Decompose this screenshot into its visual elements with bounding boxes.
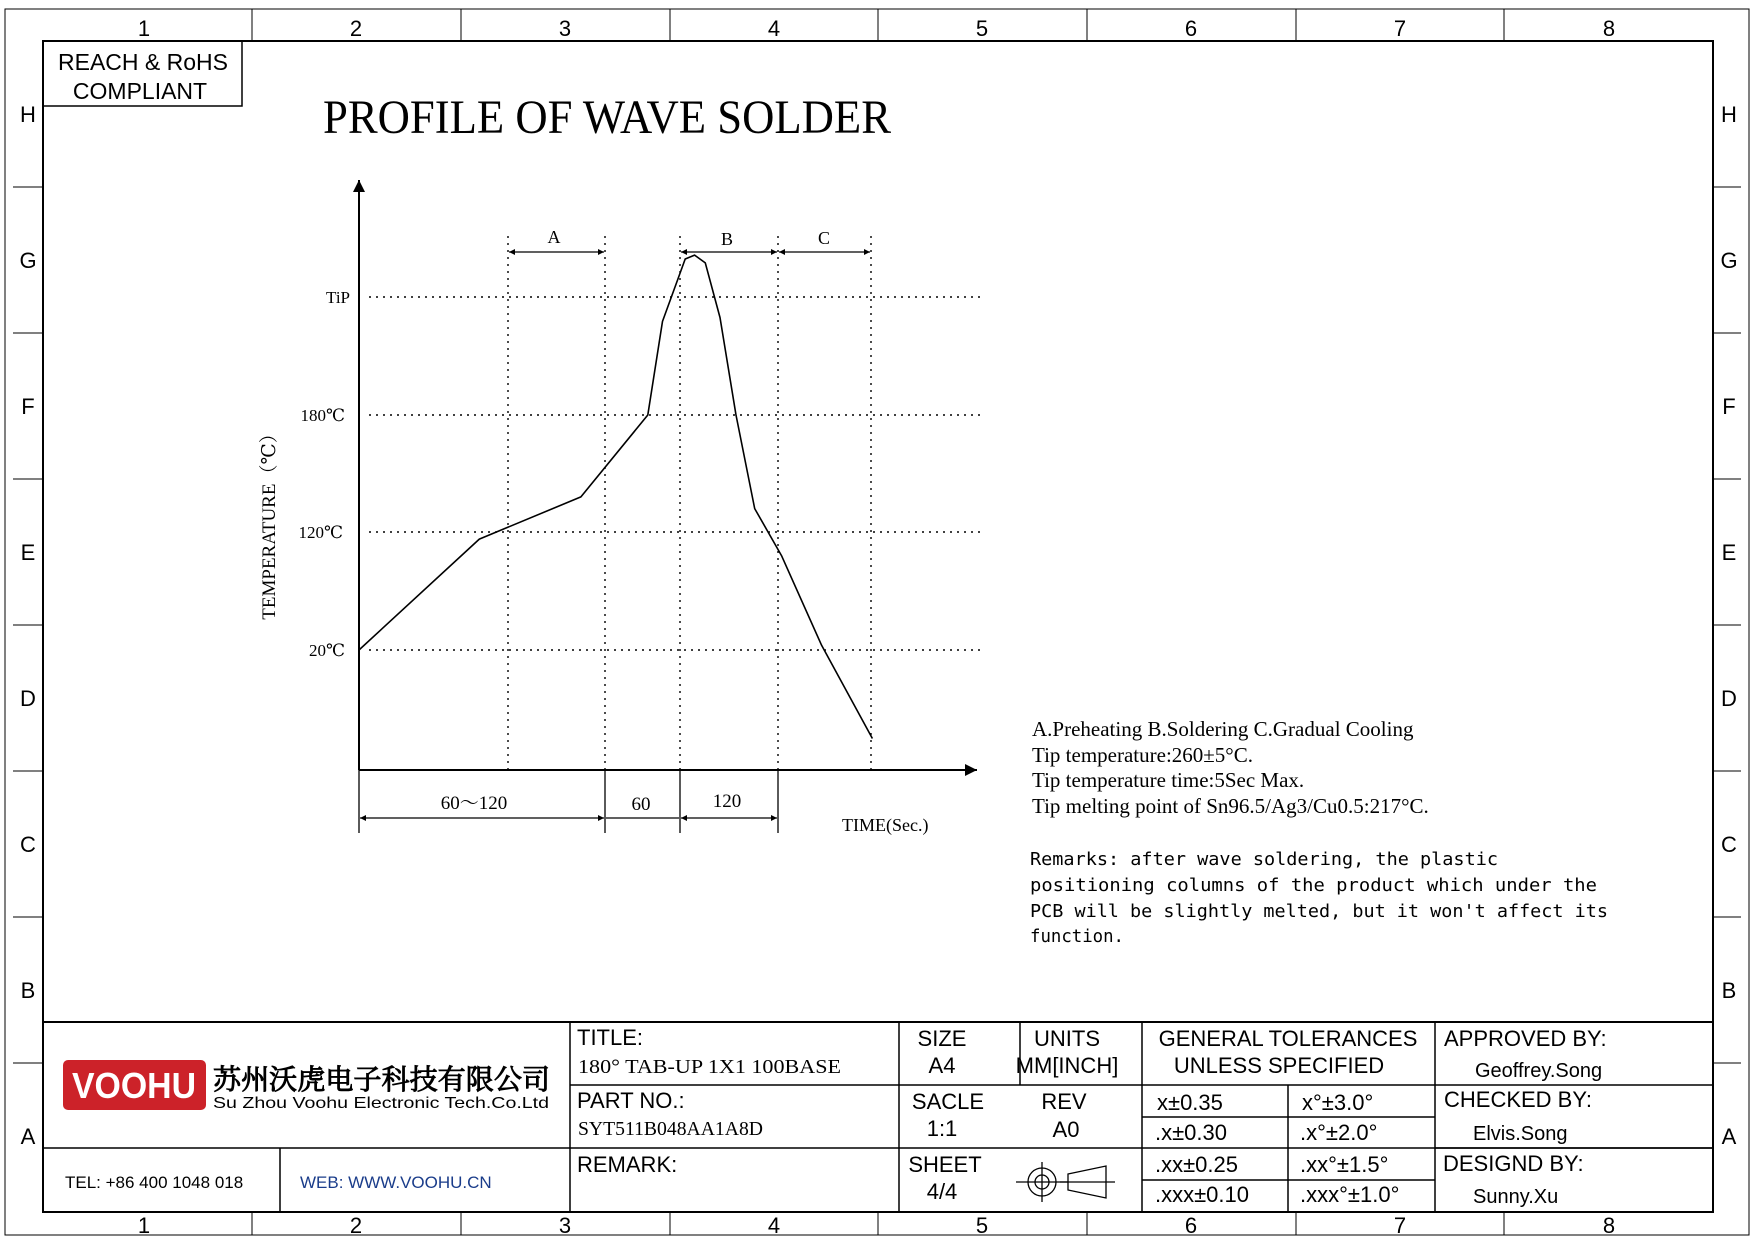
tolerance-linear: .xx±0.25	[1155, 1152, 1239, 1177]
remarks-line-4: function.	[1030, 926, 1124, 947]
checked-by-label: CHECKED BY:	[1444, 1087, 1592, 1112]
tolerance-angular: x°±3.0°	[1302, 1090, 1374, 1115]
time-segment-label: 60	[631, 794, 651, 815]
col-label-top: 8	[1602, 16, 1616, 41]
row-label-right: A	[1721, 1124, 1737, 1149]
remark-label: REMARK:	[577, 1152, 678, 1177]
tolerance-linear: x±0.35	[1157, 1090, 1223, 1115]
wave-solder-profile-chart	[258, 180, 982, 836]
col-label-bottom: 3	[558, 1213, 572, 1238]
units-value: MM[INCH]	[1015, 1053, 1119, 1078]
col-label-bottom: 6	[1184, 1213, 1198, 1238]
tolerance-linear: .x±0.30	[1155, 1120, 1228, 1145]
designed-by-label: DESIGND BY:	[1443, 1151, 1584, 1176]
row-label-right: F	[1722, 394, 1736, 419]
remarks-line-3: PCB will be slightly melted, but it won't affect its	[1030, 901, 1608, 922]
compliance-line-2: COMPLIANT	[72, 78, 208, 104]
time-segment-label: 60～120	[440, 793, 508, 814]
sheet-label: SHEET	[908, 1152, 982, 1177]
col-label-top: 7	[1393, 16, 1407, 41]
y-axis-title: TEMPERATURE（℃）	[259, 424, 280, 620]
col-label-bottom: 4	[767, 1213, 781, 1238]
y-tick-label: TiP	[326, 288, 350, 307]
third-angle-projection-icon	[1016, 1162, 1115, 1202]
y-tick-label: 120℃	[298, 523, 343, 542]
row-label-left: C	[20, 832, 36, 857]
notes-line-4: Tip melting point of Sn96.5/Ag3/Cu0.5:217°C.	[1032, 794, 1429, 818]
x-axis-title: TIME(Sec.)	[842, 815, 929, 835]
company-name-en: Su Zhou Voohu Electronic Tech.Co.Ltd	[213, 1095, 549, 1112]
approved-by-label: APPROVED BY:	[1444, 1026, 1607, 1051]
tolerance-header-2: UNLESS SPECIFIED	[1173, 1053, 1385, 1078]
scale-label: SACLE	[911, 1089, 985, 1114]
remarks-line-1: Remarks: after wave soldering, the plastic	[1030, 849, 1498, 870]
designed-by-value: Sunny.Xu	[1473, 1186, 1559, 1208]
checked-by-value: Elvis.Song	[1473, 1123, 1568, 1145]
tolerance-linear: .xxx±0.10	[1155, 1182, 1250, 1207]
row-label-right: H	[1721, 102, 1737, 127]
row-label-left: A	[20, 1124, 36, 1149]
zone-c-label: C	[817, 228, 831, 248]
company-tel: TEL: +86 400 1048 018	[65, 1173, 244, 1192]
notes-line-2: Tip temperature:260±5°C.	[1032, 743, 1253, 767]
row-label-left: F	[21, 394, 35, 419]
col-label-top: 2	[349, 16, 363, 41]
y-tick-label: 180℃	[300, 406, 345, 425]
drawing-frame	[5, 9, 1749, 1235]
zone-labels	[19, 16, 1737, 1238]
row-label-left: E	[20, 540, 36, 565]
time-segment-label: 120	[712, 791, 742, 812]
rev-label: REV	[1041, 1089, 1087, 1114]
company-logo	[63, 1060, 206, 1110]
row-label-left: G	[19, 248, 37, 273]
company-web: WEB: WWW.VOOHU.CN	[300, 1173, 492, 1192]
col-label-bottom: 5	[975, 1213, 989, 1238]
col-label-bottom: 2	[349, 1213, 363, 1238]
size-value: A4	[928, 1053, 956, 1078]
compliance-line-1: REACH & RoHS	[58, 49, 228, 75]
notes-line-1: A.Preheating B.Soldering C.Gradual Cooling	[1032, 717, 1414, 741]
row-label-right: C	[1721, 832, 1737, 857]
zone-b-label: B	[720, 229, 734, 249]
row-label-right: E	[1721, 540, 1737, 565]
sheet-value: 4/4	[926, 1179, 958, 1204]
tolerance-angular: .xxx°±1.0°	[1300, 1182, 1400, 1207]
approved-by-value: Geoffrey.Song	[1475, 1060, 1603, 1082]
temperature-profile-line	[359, 255, 872, 738]
zone-a-label: A	[547, 227, 561, 247]
col-label-top: 5	[975, 16, 989, 41]
title-label: TITLE:	[577, 1025, 644, 1050]
outer-border	[5, 9, 1749, 1235]
row-label-left: H	[20, 102, 36, 127]
remarks	[1030, 849, 1608, 947]
notes-line-3: Tip temperature time:5Sec Max.	[1032, 768, 1305, 792]
company-name-cn: 苏州沃虎电子科技有限公司	[213, 1064, 550, 1095]
tolerance-angular: .xx°±1.5°	[1300, 1152, 1389, 1177]
tolerance-header-1: GENERAL TOLERANCES	[1158, 1026, 1418, 1051]
drawing-title: PROFILE OF WAVE SOLDER	[323, 91, 891, 144]
col-label-bottom: 7	[1393, 1213, 1407, 1238]
y-tick-label: 20℃	[308, 641, 345, 660]
row-label-left: D	[20, 686, 36, 711]
remarks-line-2: positioning columns of the product which under the	[1030, 875, 1597, 896]
part-number-label: PART NO.:	[577, 1088, 685, 1113]
row-label-left: B	[20, 978, 36, 1003]
tolerance-angular: .x°±2.0°	[1300, 1120, 1378, 1145]
title-value: 180° TAB-UP 1X1 100BASE	[578, 1056, 841, 1078]
scale-value: 1:1	[926, 1116, 958, 1141]
units-label: UNITS	[1034, 1026, 1100, 1051]
col-label-top: 1	[137, 16, 151, 41]
col-label-top: 3	[558, 16, 572, 41]
row-label-right: D	[1721, 686, 1737, 711]
process-notes	[1032, 717, 1429, 818]
part-number-value: SYT511B048AA1A8D	[578, 1118, 763, 1140]
row-label-right: G	[1720, 248, 1738, 273]
col-label-bottom: 8	[1602, 1213, 1616, 1238]
row-label-right: B	[1721, 978, 1737, 1003]
rev-value: A0	[1052, 1117, 1080, 1142]
logo-text: VOOHU	[72, 1065, 196, 1106]
reference-gridlines	[369, 236, 982, 770]
compliance-box	[43, 41, 242, 106]
col-label-top: 6	[1184, 16, 1198, 41]
col-label-top: 4	[767, 16, 781, 41]
size-label: SIZE	[917, 1026, 967, 1051]
col-label-bottom: 1	[137, 1213, 151, 1238]
